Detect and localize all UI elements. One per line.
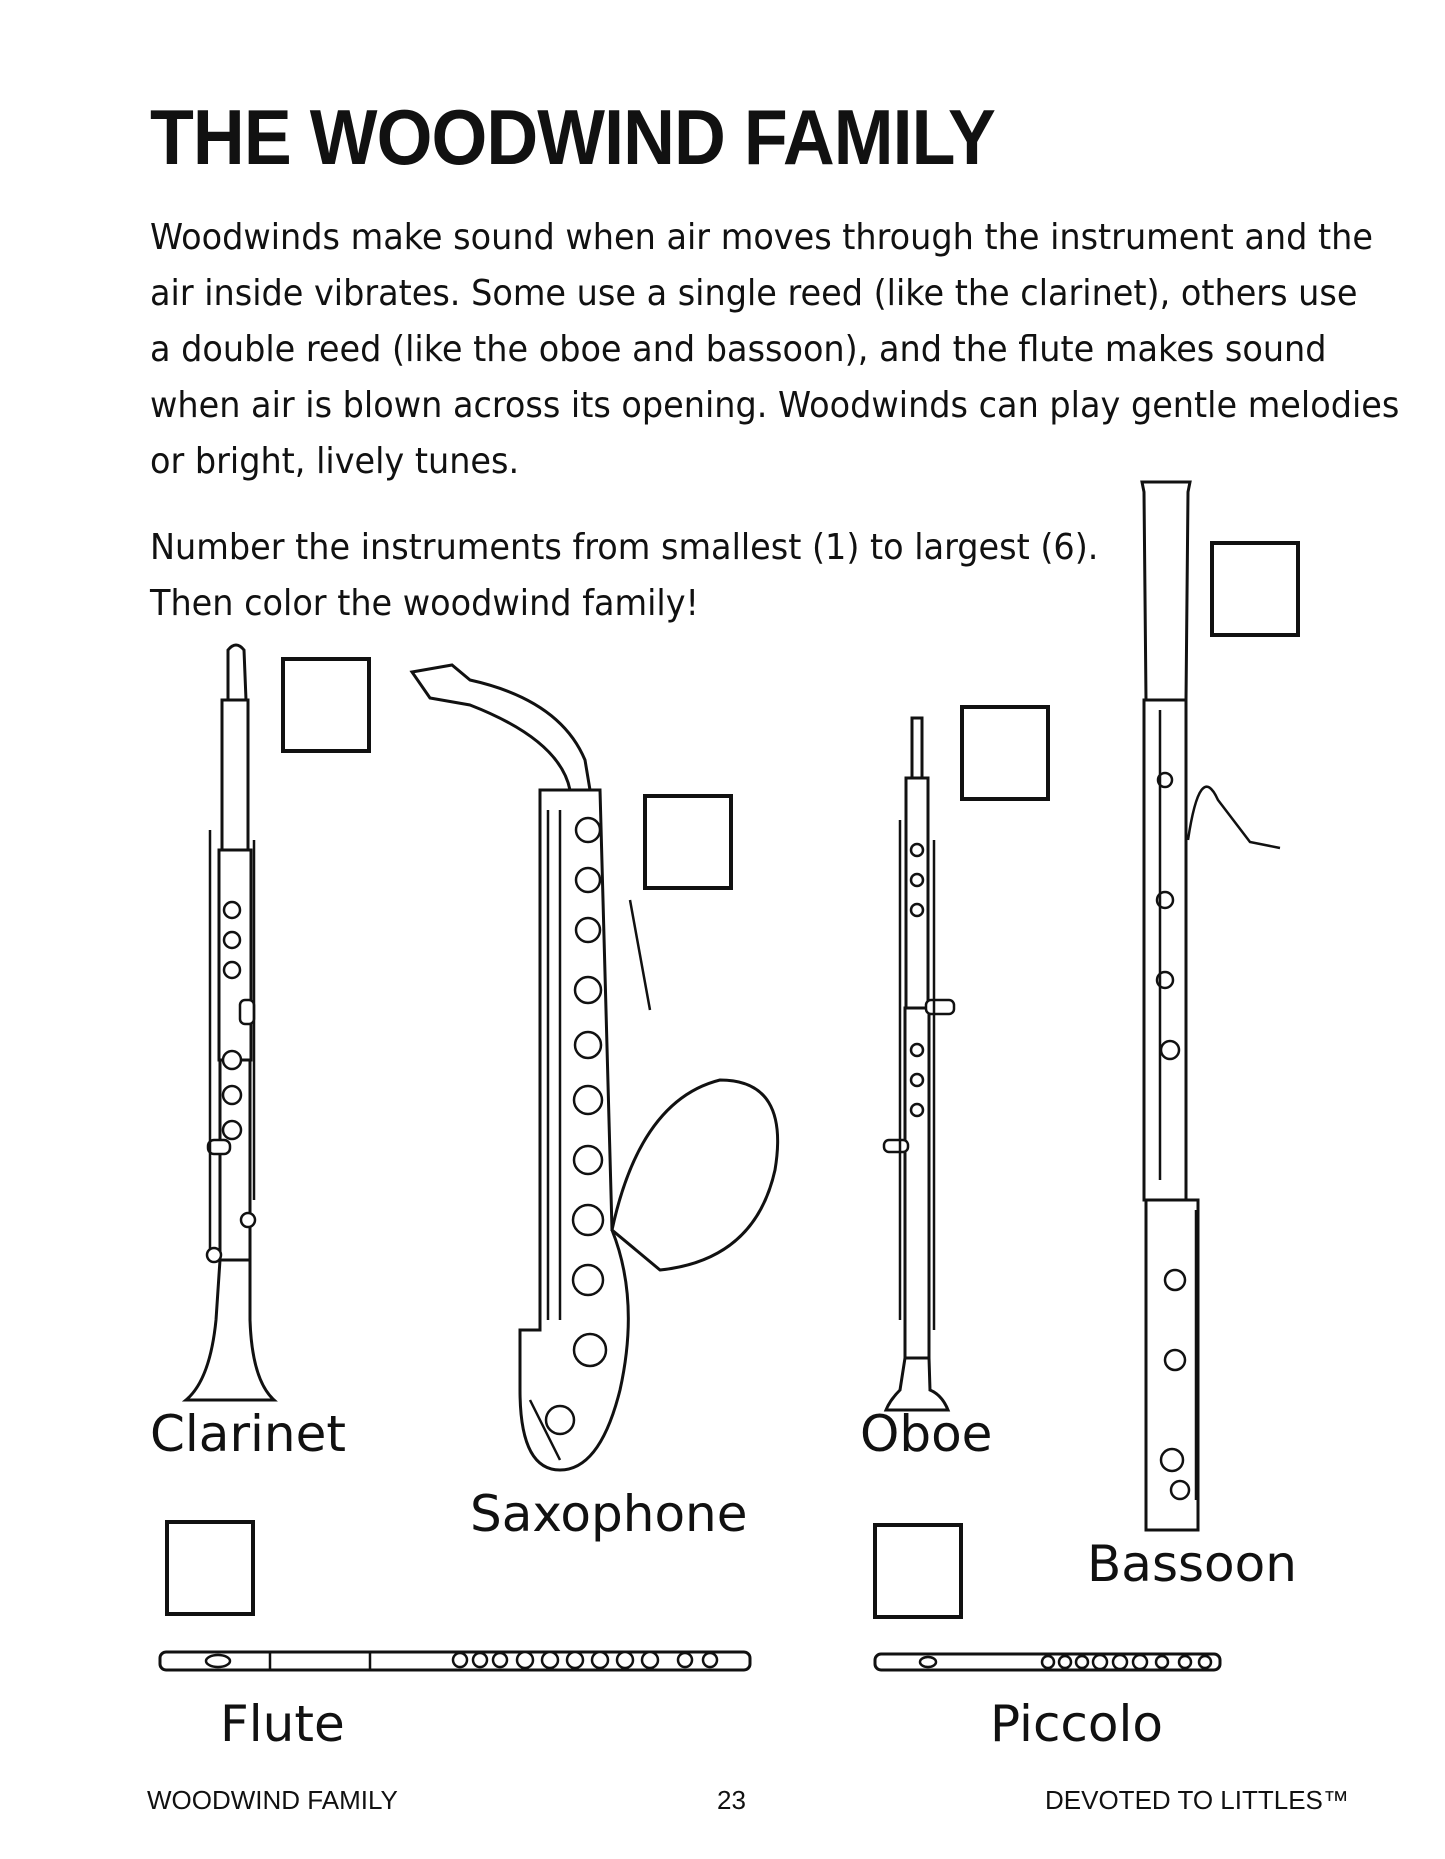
saxophone-number-box[interactable] xyxy=(643,794,733,890)
saxophone-drawing xyxy=(412,665,778,1470)
page-number: 23 xyxy=(717,1785,746,1815)
footer-brand: DEVOTED TO LITTLES™ xyxy=(1045,1785,1349,1815)
page-title: THE WOODWIND FAMILY xyxy=(150,93,995,181)
oboe-label: Oboe xyxy=(860,1405,993,1463)
clarinet-number-box[interactable] xyxy=(281,657,371,753)
oboe-drawing xyxy=(884,718,954,1410)
clarinet-label: Clarinet xyxy=(150,1405,346,1463)
oboe-number-box[interactable] xyxy=(960,705,1050,801)
flute-label: Flute xyxy=(220,1695,345,1753)
flute-drawing xyxy=(160,1652,750,1670)
piccolo-number-box[interactable] xyxy=(873,1523,963,1619)
intro-line: a double reed (like the oboe and bassoon), and the flute makes sound xyxy=(150,329,1327,370)
intro-line: when air is blown across its opening. Woodwinds can play gentle melodies xyxy=(150,385,1400,426)
bassoon-label: Bassoon xyxy=(1087,1535,1297,1593)
bassoon-number-box[interactable] xyxy=(1210,541,1300,637)
piccolo-drawing xyxy=(875,1654,1220,1670)
piccolo-label: Piccolo xyxy=(990,1695,1163,1753)
clarinet-drawing xyxy=(186,645,274,1400)
instruction-line: Then color the woodwind family! xyxy=(150,583,699,624)
intro-line: air inside vibrates. Some use a single reed (like the clarinet), others use xyxy=(150,273,1358,314)
intro-line: or bright, lively tunes. xyxy=(150,441,520,482)
flute-number-box[interactable] xyxy=(165,1520,255,1616)
saxophone-label: Saxophone xyxy=(470,1485,748,1543)
footer-section-title: WOODWIND FAMILY xyxy=(147,1785,398,1815)
bassoon-drawing xyxy=(1142,482,1280,1530)
intro-line: Woodwinds make sound when air moves through the instrument and the xyxy=(150,217,1373,258)
instruction-line: Number the instruments from smallest (1) to largest (6). xyxy=(150,527,1099,568)
